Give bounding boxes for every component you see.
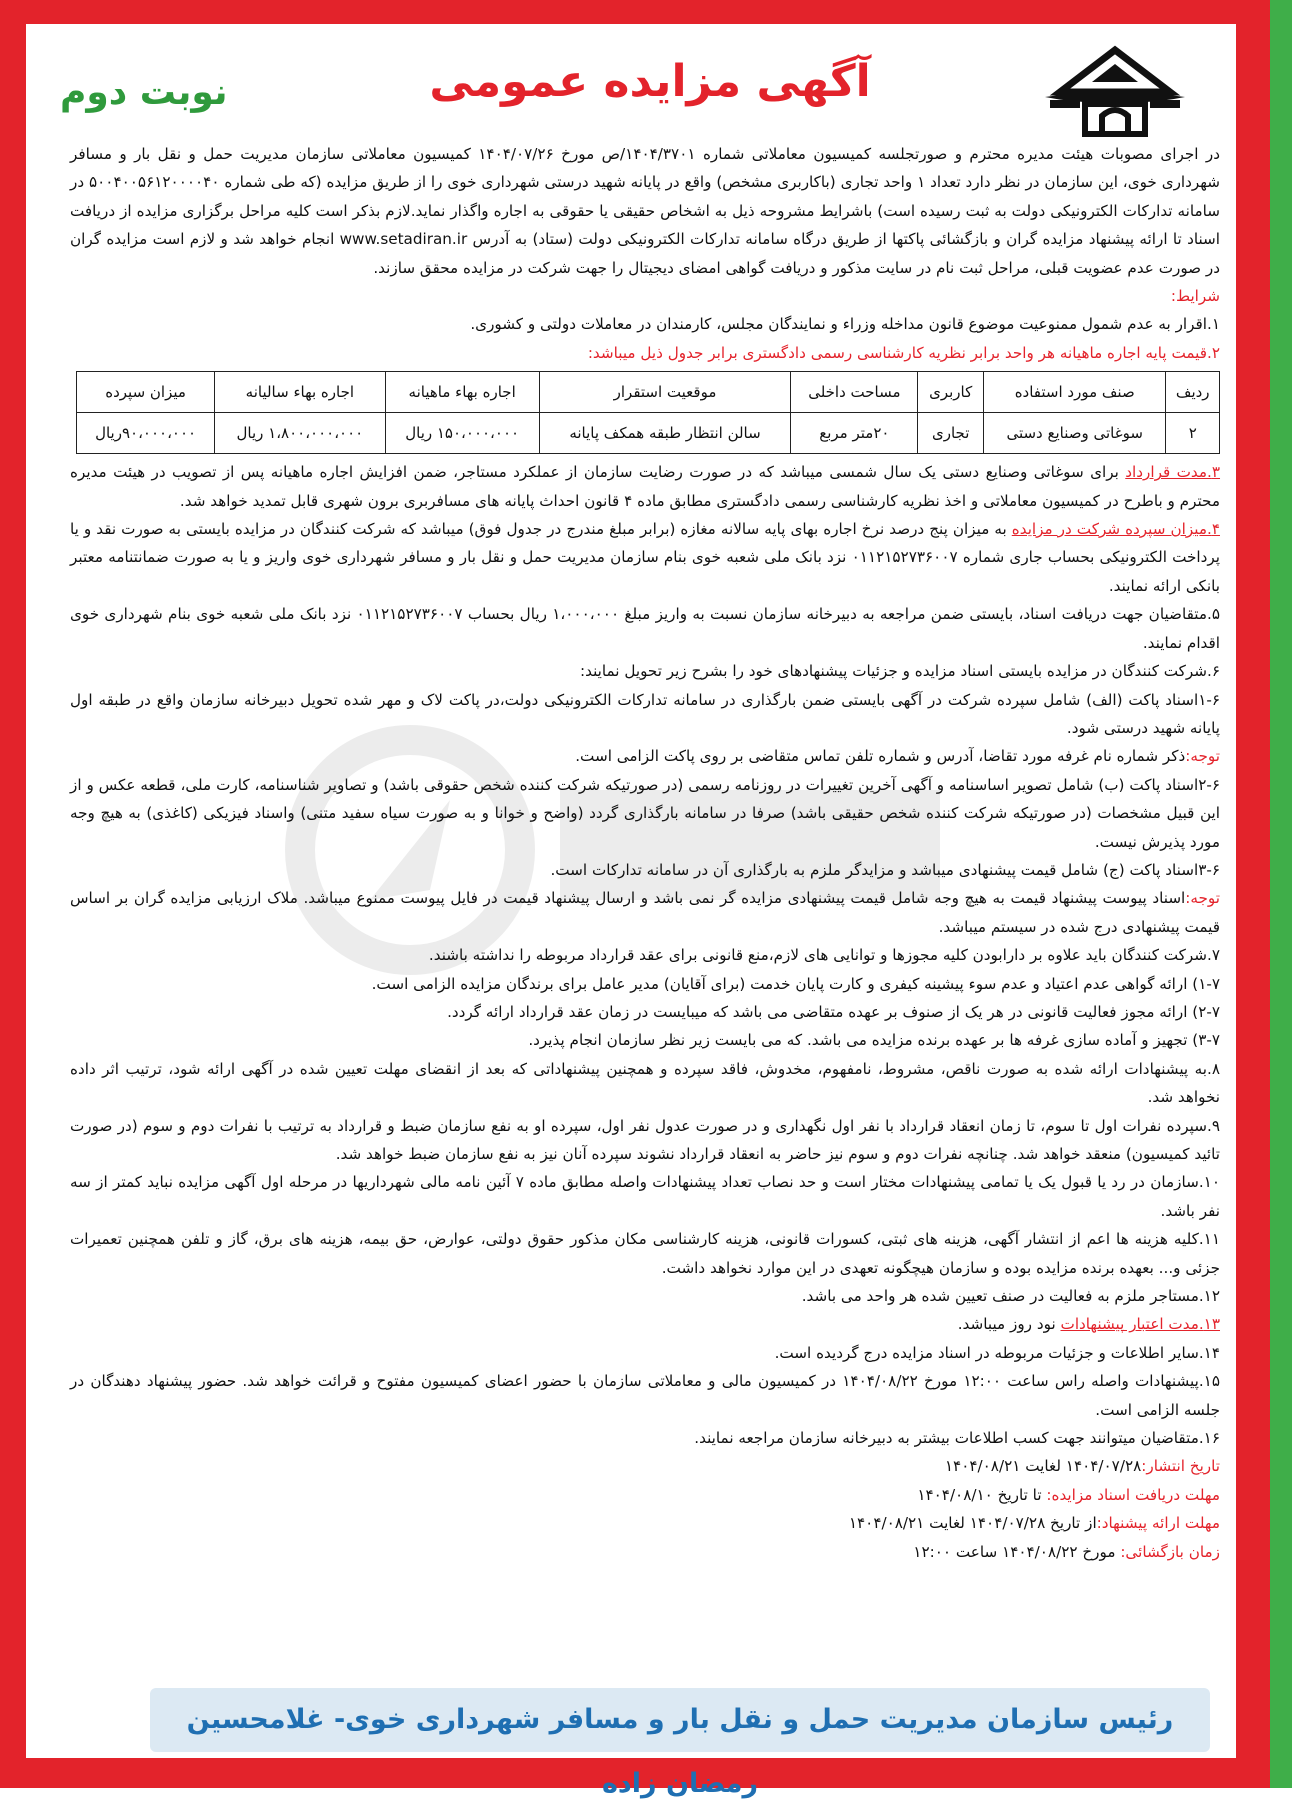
condition-5: ۵.متقاضیان جهت دریافت اسناد، بایستی ضمن مراجعه به دبیرخانه سازمان نسبت به واریز مبلغ ۱،۰۰۰،۰۰۰ ریال بحساب ۰۱۱۲۱۵۲۷۳۶۰۰۷ نزد بانک ملی شعبه خوی بنام شهرداری خوی اقدام نمایند. bbox=[70, 605, 1220, 652]
condition-13-label: ۱۳.مدت اعتبار پیشنهادات bbox=[1060, 1315, 1220, 1334]
date-documents bbox=[70, 1481, 1220, 1509]
intro-paragraph: در اجرای مصوبات هیئت مدیره محترم و صورتجلسه کمیسیون معاملاتی شماره ۱۴۰۴/۳۷۰۱/ص مورخ ۱۴۰۴/۰۷/۲۶ کمیسیون معاملاتی سازمان مدیریت حمل و نقل بار و مسافر شهرداری خوی، این سازمان در نظر دارد تعداد ۱ واحد تجاری (باکاربری مشخص) واقع در پایانه شهید درستی شهرداری خوی را از طریق مزایده (که طی شماره ۵۰۰۴۰۰۵۶۱۲۰۰۰۰۴۰ در سامانه تدارکات الکترونیکی دولت به ثبت رسیده است) باشرایط مشروحه ذیل به اشخاص حقیقی یا حقوقی به اجاره واگذار نماید.لازم بذکر است کلیه مراحل برگزاری مزایده از دریافت اسناد تا ارائه پیشنهاد مزایده گران و بازگشائی پاکتها از طریق درگاه سامانه تدارکات الکترونیکی دولت (ستاد) به آدرس www.setadiran.ir انجام خواهد شد و لازم است مزایده گران در صورت عدم عضویت قبلی، مراحل ثبت نام در سایت مذکور و دریافت گواهی امضای دیجیتال را جهت شرکت در مزایده محقق سازند. bbox=[70, 145, 1220, 277]
table-cell: سالن انتظار طبقه همکف پایانه bbox=[539, 413, 791, 454]
condition-15: ۱۵.پیشنهادات واصله راس ساعت ۱۲:۰۰ مورخ ۱۴۰۴/۰۸/۲۲ در کمیسیون مالی و معاملاتی سازمان با حضور اعضای کمیسیون مفتوح و قرائت خواهد شد. حضور پیشنهاد دهندگان در جلسه الزامی است. bbox=[70, 1372, 1220, 1419]
note-1 bbox=[70, 742, 1220, 770]
table-header-cell: موقعیت استقرار bbox=[539, 372, 791, 413]
condition-4-text: به میزان پنج درصد نرخ اجاره بهای پایه سالانه مغازه (برابر مبلغ مندرج در جدول فوق) میباشد که شرکت کنندگان در مزایده بایستی به صورت نقد و یا پرداخت الکترونیکی بحساب جاری شماره ۰۱۱۲۱۵۲۷۳۶۰۰۷ نزد بانک ملی شعبه خوی بنام سازمان مدیریت حمل و نقل بار و مسافر شهرداری خوی واریز و یا به صورت ضمانتنامه معتبر بانکی ارائه نمایند. bbox=[70, 520, 1220, 595]
table-cell: تجاری bbox=[918, 413, 983, 454]
condition-4-label: ۴.میزان سپرده شرکت در مزایده bbox=[1011, 520, 1220, 539]
notice-content bbox=[70, 140, 1220, 1566]
condition-13-text: نود روز میباشد. bbox=[957, 1315, 1061, 1334]
table-cell: ۲ bbox=[1166, 413, 1220, 454]
table-cell: سوغاتی وصنایع دستی bbox=[983, 413, 1166, 454]
conditions-heading: شرایط: bbox=[1170, 287, 1220, 306]
date-publication-label: تاریخ انتشار: bbox=[1141, 1457, 1220, 1476]
condition-10: ۱۰.سازمان در رد یا قبول یک یا تمامی پیشنهادات مختار است و حد نصاب تعداد پیشنهادات واصله مطابق ماده ۷ آئین نامه مالی شهرداریها در مرحله اول آگهی مزایده نباید کمتر از سه نفر باشد. bbox=[70, 1173, 1220, 1220]
condition-4 bbox=[70, 515, 1220, 600]
table-header-cell: مساحت داخلی bbox=[791, 372, 918, 413]
date-opening-value: مورخ ۱۴۰۴/۰۸/۲۲ ساعت ۱۲:۰۰ bbox=[913, 1542, 1121, 1561]
table-header-cell: کاربری bbox=[918, 372, 983, 413]
date-offer bbox=[70, 1509, 1220, 1537]
table-cell: ۱۵۰،۰۰۰،۰۰۰ ریال bbox=[385, 413, 539, 454]
condition-6-3: ۳-۶اسناد پاکت (ج) شامل قیمت پیشنهادی میباشد و مزایدگر ملزم به بارگذاری آن در سامانه تدارکات است. bbox=[550, 860, 1220, 879]
condition-13 bbox=[70, 1310, 1220, 1338]
frame-top bbox=[0, 0, 1270, 24]
date-publication bbox=[70, 1452, 1220, 1480]
condition-7-2: ۲-۷) ارائه مجوز فعالیت قانونی در هر یک از صنوف بر عهده متقاضی می باشد که میبایست در زمان عقد قرارداد ارائه گردد. bbox=[447, 1002, 1220, 1021]
date-opening bbox=[70, 1538, 1220, 1566]
table-header-cell: اجاره بهاء ماهیانه bbox=[385, 372, 539, 413]
table-cell: ۲۰متر مربع bbox=[791, 413, 918, 454]
condition-6: ۶.شرکت کنندگان در مزایده بایستی اسناد مزایده و جزئیات پیشنهادهای خود را بشرح زیر تحویل نمایند: bbox=[580, 662, 1220, 681]
condition-7-3: ۳-۷) تجهیز و آماده سازی غرفه ها بر عهده برنده مزایده می باشد. که می بایست زیر نظر سازمان انجام پذیرد. bbox=[528, 1031, 1220, 1050]
table-header-cell: صنف مورد استفاده bbox=[983, 372, 1166, 413]
date-offer-label: مهلت ارائه پیشنهاد: bbox=[1096, 1514, 1220, 1533]
frame-green-strip bbox=[1270, 0, 1292, 1788]
frame-left bbox=[0, 0, 26, 1788]
table-header-cell: اجاره بهاء سالیانه bbox=[215, 372, 385, 413]
table-header-cell: میزان سپرده bbox=[77, 372, 215, 413]
date-documents-value: تا تاریخ ۱۴۰۴/۰۸/۱۰ bbox=[917, 1485, 1047, 1504]
table-header-cell: ردیف bbox=[1166, 372, 1220, 413]
condition-7: ۷.شرکت کنندگان باید علاوه بر دارابودن کلیه مجوزها و توانایی های لازم،منع قانونی برای عقد قرارداد مربوطه را نداشته باشند. bbox=[428, 946, 1220, 965]
notice-round-label: نوبت دوم bbox=[60, 72, 228, 113]
condition-16: ۱۶.متقاضیان میتوانند جهت کسب اطلاعات بیشتر به دبیرخانه سازمان مراجعه نمایند. bbox=[694, 1429, 1220, 1448]
frame-right bbox=[1236, 0, 1270, 1788]
note-2-text: اسناد پیوست پیشنهاد قیمت به هیچ وجه شامل قیمت پیشنهادی مزایده گر نمی باشد و ارسال پیشنهاد قیمت در فایل پیوست ممنوع میباشد. ملاک ارزیابی مزایده گران بر اساس قیمت پیشنهادی درج شده در سیستم میباشد. bbox=[70, 889, 1220, 936]
condition-12: ۱۲.مستاجر ملزم به فعالیت در صنف تعیین شده هر واحد می باشد. bbox=[801, 1287, 1220, 1306]
table-header-row bbox=[77, 372, 1220, 413]
condition-9: ۹.سپرده نفرات اول تا سوم، تا زمان انعقاد قرارداد با نفر اول نگهداری و در صورت عدول نفر اول، سپرده او به نفع سازمان ضبط و قرارداد به ترتیب با نفرات دوم و سوم (در صورت تائید کمیسیون) منعقد خواهد شد. چنانچه نفرات دوم و سوم نیز حاضر به انعقاد قرارداد نشوند سپرده آنان نیز به نفع سازمان ضبط خواهد شد. bbox=[70, 1116, 1220, 1163]
note-2 bbox=[70, 884, 1220, 941]
table-cell: ۹۰،۰۰۰،۰۰۰ریال bbox=[77, 413, 215, 454]
date-opening-label: زمان بازگشائی: bbox=[1120, 1542, 1220, 1561]
auction-table bbox=[76, 371, 1220, 454]
organization-logo-icon bbox=[1040, 42, 1190, 142]
note-1-text: ذکر شماره نام غرفه مورد تقاضا، آدرس و شماره تلفن تماس متقاضی بر روی پاکت الزامی است. bbox=[575, 747, 1186, 766]
condition-8: ۸.به پیشنهادات ارائه شده به صورت ناقص، مشروط، نامفهوم، مخدوش، فاقد سپرده و همچنین پیشنهاداتی که بعد از انقضای مهلت تعیین شده در آگهی ارائه شود، ترتیب اثر داده نخواهد شد. bbox=[70, 1059, 1220, 1107]
condition-6-1: ۱-۶اسناد پاکت (الف) شامل سپرده شرکت در آگهی بایستی ضمن بارگذاری در سامانه تدارکات الکترونیکی دولت،در پاکت لاک و مهر شده تحویل دبیرخانه سازمان واقع در طبقه اول پایانه شهید درستی شود. bbox=[70, 690, 1220, 737]
date-publication-value: ۱۴۰۴/۰۷/۲۸ لغایت ۱۴۰۴/۰۸/۲۱ bbox=[944, 1457, 1142, 1476]
signature-footer: رئیس سازمان مدیریت حمل و نقل بار و مسافر شهرداری خوی- غلامحسین رمضان زاده bbox=[150, 1688, 1210, 1752]
condition-2: ۲.قیمت پایه اجاره ماهیانه هر واحد برابر نظریه کارشناسی رسمی دادگستری برابر جدول ذیل میباشد: bbox=[587, 343, 1220, 362]
date-offer-value: از تاریخ ۱۴۰۴/۰۷/۲۸ لغایت ۱۴۰۴/۰۸/۲۱ bbox=[848, 1514, 1097, 1533]
date-documents-label: مهلت دریافت اسناد مزایده: bbox=[1046, 1485, 1220, 1504]
condition-3-text: برای سوغاتی وصنایع دستی یک سال شمسی میباشد که در صورت رضایت سازمان از عملکرد مستاجر، ضمن افزایش اجاره ماهیانه پس از تصویب در هیئت مدیره محترم و باطرح در کمیسیون معاملاتی و اخذ نظریه کارشناسی رسمی دادگستری مطابق ماده ۴ قانون احداث پایانه های مسافربری برون شهری قابل تمدید خواهد شد. bbox=[70, 463, 1220, 510]
condition-6-2: ۲-۶اسناد پاکت (ب) شامل تصویر اساسنامه و آگهی آخرین تغییرات در روزنامه رسمی (در صورتیکه شرکت کننده شخص حقوقی باشد) و تصاویر شناسنامه، کارت ملی، قطعه عکس و از این قبیل مشخصات (در صورتیکه شرکت کننده شخص حقیقی باشد) صرفا در سامانه بارگذاری گردد (واضح و خوانا و به صورت سیاه سفید متنی) واسناد فیزیکی (کاغذی) به هیچ وجه مورد پذیرش نیست. bbox=[70, 775, 1220, 851]
condition-14: ۱۴.سایر اطلاعات و جزئیات مربوطه در اسناد مزایده درج گردیده است. bbox=[774, 1343, 1220, 1362]
notice-title: آگهی مزایده عمومی bbox=[429, 56, 871, 107]
condition-11: ۱۱.کلیه هزینه ها اعم از انتشار آگهی، هزینه های ثبتی، کسورات قانونی، هزینه کارشناسی مکان مذکور حقوق دولتی، عوارض، حق بیمه، هزینه های برق، گاز و تلفن همچنین تعمیرات جزئی و... بعهده برنده مزایده بوده و سازمان هیچگونه تعهدی در این موارد نخواهد داشت. bbox=[70, 1230, 1220, 1277]
condition-3 bbox=[70, 458, 1220, 515]
table-row bbox=[77, 413, 1220, 454]
table-cell: ۱،۸۰۰،۰۰۰،۰۰۰ ریال bbox=[215, 413, 385, 454]
condition-1: ۱.اقرار به عدم شمول ممنوعیت موضوع قانون مداخله وزراء و نمایندگان مجلس، کارمندان در معاملات دولتی و کشوری. bbox=[470, 315, 1220, 334]
condition-7-1: ۱-۷) ارائه گواهی عدم اعتیاد و عدم سوء پیشینه کیفری و کارت پایان خدمت (برای آقایان) مدیر عامل برای برندگان مزایده الزامی است. bbox=[371, 974, 1220, 993]
condition-3-label: ۳.مدت قرارداد bbox=[1125, 463, 1221, 482]
note-1-label: توجه: bbox=[1185, 747, 1220, 766]
note-2-label: توجه: bbox=[1185, 889, 1220, 908]
